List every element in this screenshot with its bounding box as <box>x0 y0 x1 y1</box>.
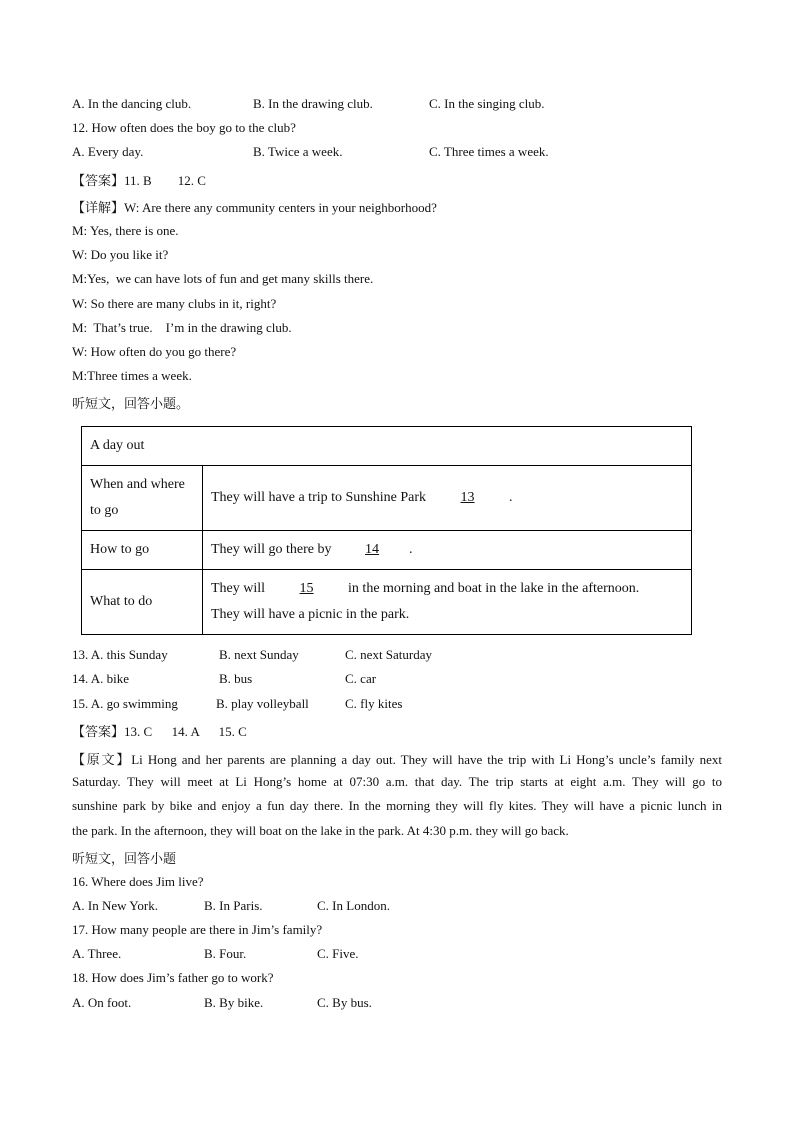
q15-option-c: C. fly kites <box>345 696 403 711</box>
original-line-1 <box>72 749 722 768</box>
q11-option-c: C. In the singing club. <box>429 96 545 111</box>
blank-15: 15 <box>299 581 314 596</box>
table-row-label: What to do <box>82 570 203 635</box>
q17-question: 17. How many people are there in Jim’s family? <box>72 922 323 937</box>
section-instruction: 听短文，回答小题 <box>72 852 177 867</box>
table-row-content <box>203 531 692 570</box>
row-text-before: They will have a trip to Sunshine Park <box>211 490 430 505</box>
q11-option-a: A. In the dancing club. <box>72 96 192 111</box>
q16-option-a: A. In New York. <box>72 898 158 913</box>
q12-option-a: A. Every day. <box>72 144 144 159</box>
day-out-table <box>81 426 692 635</box>
q13-option-a: 13. A. this Sunday <box>72 647 168 662</box>
q14-option-b: B. bus <box>219 671 253 686</box>
dialogue-line: W: How often do you go there? <box>72 344 237 359</box>
q18-option-a: A. On foot. <box>72 995 132 1010</box>
answer-label: 【答案】 <box>72 725 125 740</box>
blank-14: 14 <box>365 542 380 557</box>
original-text: Li Hong and her parents are planning a day out. They will have the trip with Li Hong’s uncle’s family next <box>131 752 722 767</box>
dialogue-line: W: Do you like it? <box>72 247 169 262</box>
table-title: A day out <box>82 427 692 466</box>
q17-option-a: A. Three. <box>72 946 122 961</box>
answer-line-1 <box>72 170 206 189</box>
detail-first-line <box>72 197 437 216</box>
q11-option-b: B. In the drawing club. <box>253 96 373 111</box>
q12-option-b: B. Twice a week. <box>253 144 343 159</box>
table-row-content <box>203 570 692 635</box>
row-text-before: They will go there by <box>211 542 336 557</box>
dialogue-line: M: That’s true. I’m in the drawing club. <box>72 320 292 335</box>
q15-option-a: 15. A. go swimming <box>72 696 178 711</box>
row-text-line2: They will have a picnic in the park. <box>211 607 410 622</box>
q18-option-c: C. By bus. <box>317 995 372 1010</box>
q18-question: 18. How does Jim’s father go to work? <box>72 970 274 985</box>
original-line-4: the park. In the afternoon, they will boat on the lake in the park. At 4:30 p.m. they will go back. <box>72 823 569 838</box>
table-row-label: How to go <box>82 531 203 570</box>
q16-option-b: B. In Paris. <box>204 898 263 913</box>
q12-question: 12. How often does the boy go to the club? <box>72 120 296 135</box>
answer-label: 【答案】 <box>72 174 125 189</box>
original-line-3: sunshine park by bike and enjoy a fun day there. In the morning they will fly kites. They will have a picnic lunch in <box>72 798 722 813</box>
detail-label: 【详解】 <box>72 201 125 216</box>
dialogue-line: M:Three times a week. <box>72 368 192 383</box>
dialogue-line: M:Yes, we can have lots of fun and get many skills there. <box>72 271 374 286</box>
dialogue-line: M: Yes, there is one. <box>72 223 179 238</box>
row-text-after: in the morning and boat in the lake in the afternoon. <box>344 581 640 596</box>
q17-option-c: C. Five. <box>317 946 359 961</box>
blank-13: 13 <box>460 490 475 505</box>
q15-option-b: B. play volleyball <box>216 696 309 711</box>
table-row-label: When and where to go <box>82 466 203 531</box>
row-text-after: . <box>409 542 413 557</box>
row-text-after: . <box>505 490 513 505</box>
q14-option-a: 14. A. bike <box>72 671 130 686</box>
original-line-2: Saturday. They will meet at Li Hong’s home at 07:30 a.m. that day. The trip starts at eight a.m. They will go to <box>72 774 722 789</box>
answer-text: 13. C 14. A 15. C <box>124 724 247 739</box>
original-label: 【原文】 <box>72 753 132 768</box>
dialogue-line: W: So there are many clubs in it, right? <box>72 296 277 311</box>
q13-option-c: C. next Saturday <box>345 647 433 662</box>
table-row-content <box>203 466 692 531</box>
q16-option-c: C. In London. <box>317 898 390 913</box>
q14-option-c: C. car <box>345 671 377 686</box>
row-text-before: They will <box>211 581 269 596</box>
q16-question: 16. Where does Jim live? <box>72 874 204 889</box>
detail-first-text: W: Are there any community centers in your neighborhood? <box>124 200 437 215</box>
q12-option-c: C. Three times a week. <box>429 144 549 159</box>
q18-option-b: B. By bike. <box>204 995 264 1010</box>
answer-text: 11. B 12. C <box>124 173 206 188</box>
section-instruction: 听短文，回答小题。 <box>72 397 190 412</box>
q13-option-b: B. next Sunday <box>219 647 299 662</box>
answer-line-2 <box>72 721 247 740</box>
q17-option-b: B. Four. <box>204 946 247 961</box>
